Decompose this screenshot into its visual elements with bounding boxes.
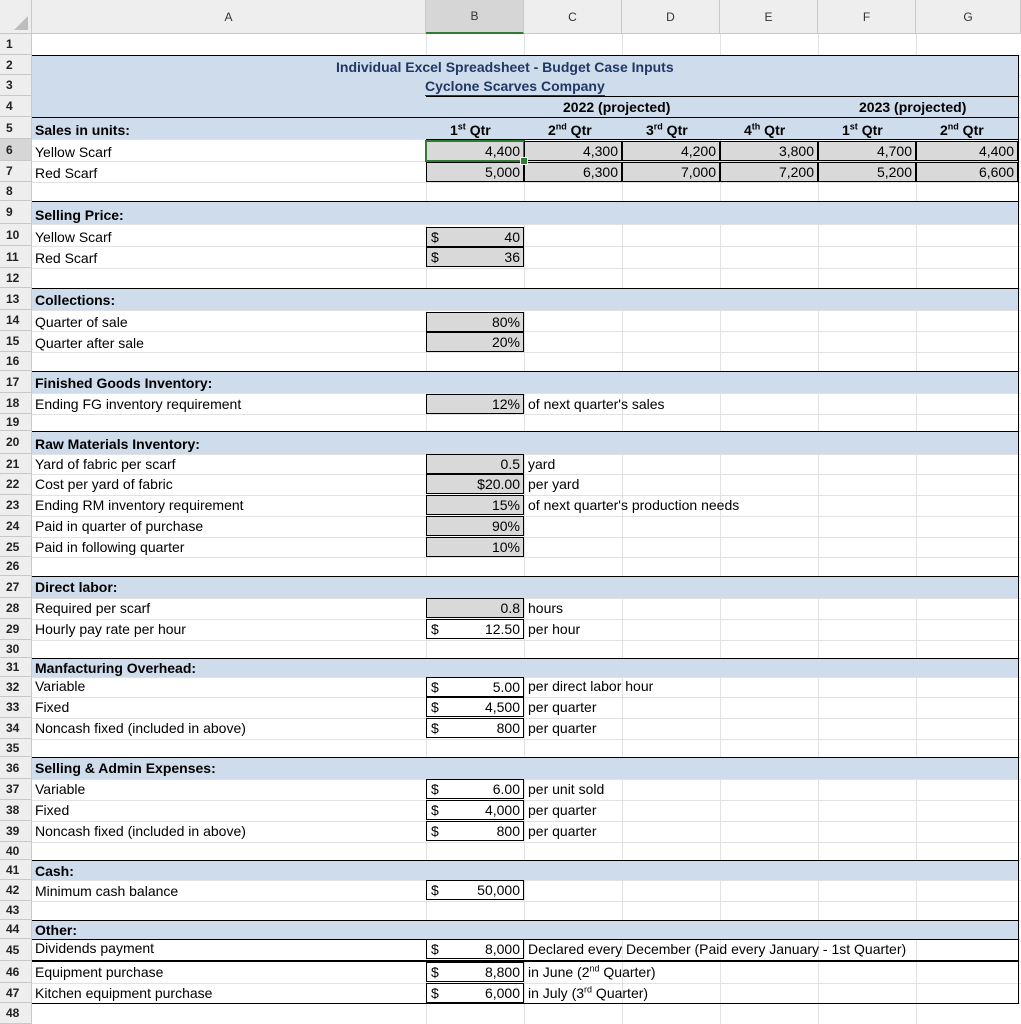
- overhead-noncash-note: per quarter: [528, 720, 597, 736]
- fg-inventory-header: Finished Goods Inventory:: [35, 375, 213, 391]
- paid-following-label: Paid in following quarter: [35, 539, 185, 555]
- yard-note: yard: [528, 456, 556, 472]
- quarter-header: 2nd Qtr: [940, 121, 984, 138]
- column-header-a[interactable]: A: [32, 0, 426, 34]
- min-cash-label: Minimum cash balance: [35, 883, 179, 899]
- row-header[interactable]: 11: [0, 246, 32, 268]
- row-header[interactable]: 17: [0, 371, 32, 393]
- overhead-noncash-cell[interactable]: $ 800: [426, 718, 524, 738]
- row-header[interactable]: 42: [0, 880, 32, 901]
- sales-red-cell[interactable]: 5,200: [818, 162, 916, 182]
- sa-fixed-cell[interactable]: $ 4,000: [426, 800, 524, 820]
- sa-variable-note: per unit sold: [528, 781, 605, 797]
- quarter-header: 1st Qtr: [842, 121, 883, 138]
- quarter-header: 1st Qtr: [450, 121, 491, 138]
- row-header[interactable]: 20: [0, 431, 32, 454]
- sales-yellow-cell[interactable]: 3,800: [720, 141, 818, 161]
- row-header[interactable]: 40: [0, 842, 32, 860]
- yard-cell[interactable]: 0.5: [426, 454, 524, 474]
- column-header-d[interactable]: D: [622, 0, 720, 34]
- red-scarf-label: Red Scarf: [35, 165, 98, 181]
- sa-fixed-label: Fixed: [35, 802, 70, 818]
- ending-fg-cell[interactable]: 12%: [426, 394, 524, 414]
- sa-variable-label: Variable: [35, 781, 86, 797]
- row-header[interactable]: 36: [0, 757, 32, 779]
- cash-band: [32, 860, 1018, 880]
- overhead-variable-cell[interactable]: $ 5.00: [426, 677, 524, 697]
- row-header[interactable]: 44: [0, 920, 32, 939]
- required-per-scarf-label: Required per scarf: [35, 600, 151, 616]
- dividends-label: Dividends payment: [35, 940, 155, 956]
- row-header[interactable]: 3: [0, 75, 32, 96]
- row-header[interactable]: 23: [0, 495, 32, 516]
- row-header[interactable]: 45: [0, 939, 32, 961]
- ending-rm-label: Ending RM inventory requirement: [35, 497, 244, 513]
- row-header[interactable]: 28: [0, 598, 32, 619]
- ending-rm-cell[interactable]: 15%: [426, 495, 524, 515]
- row-header[interactable]: 33: [0, 697, 32, 718]
- quarter-after-sale-cell[interactable]: 20%: [426, 332, 524, 352]
- quarter-after-sale-label: Quarter after sale: [35, 335, 144, 351]
- row-header[interactable]: 7: [0, 161, 32, 182]
- paid-following-cell[interactable]: 10%: [426, 537, 524, 557]
- year-2022-header: 2022 (projected): [563, 99, 671, 115]
- dividends-note: Declared every December (Paid every January - 1st Quarter): [528, 941, 907, 957]
- row-header[interactable]: 9: [0, 201, 32, 224]
- row-header[interactable]: 12: [0, 268, 32, 288]
- row-header[interactable]: 24: [0, 516, 32, 537]
- row-header[interactable]: 35: [0, 739, 32, 757]
- sales-red-cell[interactable]: 6,300: [524, 162, 622, 182]
- quarter-of-sale-label: Quarter of sale: [35, 314, 128, 330]
- overhead-fixed-label: Fixed: [35, 699, 70, 715]
- sa-noncash-note: per quarter: [528, 823, 597, 839]
- selling-admin-header: Selling & Admin Expenses:: [35, 760, 216, 776]
- sales-header: Sales in units:: [35, 122, 130, 138]
- ending-rm-note: of next quarter's production needs: [528, 497, 740, 513]
- overhead-header: Manfacturing Overhead:: [35, 660, 197, 676]
- required-per-scarf-note: hours: [528, 600, 564, 616]
- kitchen-equipment-label: Kitchen equipment purchase: [35, 985, 213, 1001]
- quarter-of-sale-cell[interactable]: 80%: [426, 312, 524, 332]
- row-header[interactable]: 27: [0, 576, 32, 598]
- price-yellow-cell[interactable]: $ 40: [426, 227, 524, 247]
- required-per-scarf-cell[interactable]: 0.8: [426, 598, 524, 618]
- direct-labor-header: Direct labor:: [35, 579, 118, 595]
- row-header[interactable]: 1: [0, 34, 32, 55]
- cost-per-yard-cell[interactable]: $20.00: [426, 474, 524, 494]
- sales-yellow-cell[interactable]: 4,200: [622, 141, 720, 161]
- equipment-cell[interactable]: $ 8,800: [426, 962, 524, 982]
- rm-inventory-header: Raw Materials Inventory:: [35, 436, 200, 452]
- collections-band: [32, 288, 1018, 310]
- row-header[interactable]: 8: [0, 182, 32, 201]
- row-header[interactable]: 29: [0, 619, 32, 640]
- row-header[interactable]: 41: [0, 860, 32, 880]
- row-header[interactable]: 38: [0, 800, 32, 821]
- row-header[interactable]: 13: [0, 288, 32, 310]
- other-header: Other:: [35, 922, 77, 938]
- hourly-rate-cell[interactable]: $ 12.50: [426, 619, 524, 639]
- price-red-label: Red Scarf: [35, 250, 98, 266]
- row-header[interactable]: 15: [0, 331, 32, 352]
- equipment-note: in June (2nd Quarter): [528, 963, 656, 980]
- paid-in-quarter-label: Paid in quarter of purchase: [35, 518, 204, 534]
- row-header[interactable]: 21: [0, 454, 32, 474]
- sales-red-cell[interactable]: 5,000: [426, 162, 524, 182]
- column-header-b[interactable]: B: [426, 0, 524, 34]
- quarter-header: 3rd Qtr: [646, 121, 688, 138]
- sales-red-cell[interactable]: 7,000: [622, 162, 720, 182]
- ending-fg-label: Ending FG inventory requirement: [35, 396, 242, 412]
- row-header[interactable]: 46: [0, 961, 32, 983]
- column-header-c[interactable]: C: [524, 0, 622, 34]
- sa-noncash-label: Noncash fixed (included in above): [35, 823, 246, 839]
- ending-fg-note: of next quarter's sales: [528, 396, 665, 412]
- row-header[interactable]: 16: [0, 352, 32, 371]
- kitchen-equipment-note: in July (3rd Quarter): [528, 984, 649, 1001]
- row-header[interactable]: 48: [0, 1003, 32, 1024]
- overhead-fixed-note: per quarter: [528, 699, 597, 715]
- company-name: Cyclone Scarves Company: [425, 78, 605, 94]
- other-band: [32, 920, 1018, 939]
- overhead-variable-label: Variable: [35, 678, 86, 694]
- column-header-e[interactable]: E: [720, 0, 818, 34]
- quarter-header: 4th Qtr: [744, 121, 786, 138]
- overhead-noncash-label: Noncash fixed (included in above): [35, 720, 246, 736]
- row-header[interactable]: 34: [0, 718, 32, 739]
- row-header[interactable]: 10: [0, 224, 32, 246]
- sales-yellow-cell[interactable]: 4,400: [916, 141, 1018, 161]
- row-header[interactable]: 22: [0, 474, 32, 495]
- price-yellow-label: Yellow Scarf: [35, 229, 112, 245]
- selling-price-band: [32, 201, 1018, 224]
- hourly-rate-note: per hour: [528, 621, 581, 637]
- cost-per-yard-note: per yard: [528, 476, 580, 492]
- row-header[interactable]: 14: [0, 310, 32, 331]
- row-header[interactable]: 19: [0, 414, 32, 431]
- row-header[interactable]: 32: [0, 677, 32, 697]
- collections-header: Collections:: [35, 292, 116, 308]
- paid-in-quarter-cell[interactable]: 90%: [426, 516, 524, 536]
- row-header[interactable]: 37: [0, 779, 32, 800]
- sales-yellow-cell[interactable]: 4,700: [818, 141, 916, 161]
- min-cash-cell[interactable]: $ 50,000: [426, 880, 524, 900]
- selling-price-header: Selling Price:: [35, 207, 124, 223]
- fill-handle[interactable]: [520, 157, 528, 165]
- row-header[interactable]: 5: [0, 117, 32, 139]
- row-header[interactable]: 26: [0, 557, 32, 576]
- row-header[interactable]: 6: [0, 139, 32, 161]
- select-all-corner[interactable]: [0, 0, 32, 34]
- column-header-g[interactable]: G: [916, 0, 1021, 34]
- dividends-cell[interactable]: $ 8,000: [426, 939, 524, 959]
- hourly-rate-label: Hourly pay rate per hour: [35, 621, 186, 637]
- row-header[interactable]: 25: [0, 537, 32, 557]
- direct-labor-band: [32, 576, 1018, 598]
- sales-yellow-cell[interactable]: 4,400: [426, 141, 524, 161]
- row-header[interactable]: 4: [0, 96, 32, 117]
- yard-label: Yard of fabric per scarf: [35, 456, 176, 472]
- sales-red-cell[interactable]: 7,200: [720, 162, 818, 182]
- row-header[interactable]: 2: [0, 55, 32, 75]
- year-2023-header: 2023 (projected): [859, 99, 967, 115]
- cost-per-yard-label: Cost per yard of fabric: [35, 476, 173, 492]
- overhead-fixed-cell[interactable]: $ 4,500: [426, 697, 524, 717]
- sa-fixed-note: per quarter: [528, 802, 597, 818]
- sa-variable-cell[interactable]: $ 6.00: [426, 779, 524, 799]
- row-header[interactable]: 18: [0, 393, 32, 414]
- row-header[interactable]: 47: [0, 983, 32, 1003]
- quarter-header: 2nd Qtr: [548, 121, 592, 138]
- row-header[interactable]: 43: [0, 901, 32, 920]
- cash-header: Cash:: [35, 863, 74, 879]
- sheet-title: Individual Excel Spreadsheet - Budget Case Inputs: [336, 59, 674, 75]
- kitchen-equipment-cell[interactable]: $ 6,000: [426, 983, 524, 1003]
- equipment-label: Equipment purchase: [35, 964, 164, 980]
- sales-red-cell[interactable]: 6,600: [916, 162, 1018, 182]
- column-header-f[interactable]: F: [818, 0, 916, 34]
- price-red-cell[interactable]: $ 36: [426, 247, 524, 267]
- overhead-variable-note: per direct labor hour: [528, 678, 654, 694]
- row-header[interactable]: 31: [0, 658, 32, 677]
- yellow-scarf-label: Yellow Scarf: [35, 144, 112, 160]
- row-header[interactable]: 39: [0, 821, 32, 842]
- sa-noncash-cell[interactable]: $ 800: [426, 821, 524, 841]
- sales-yellow-cell[interactable]: 4,300: [524, 141, 622, 161]
- row-header[interactable]: 30: [0, 640, 32, 658]
